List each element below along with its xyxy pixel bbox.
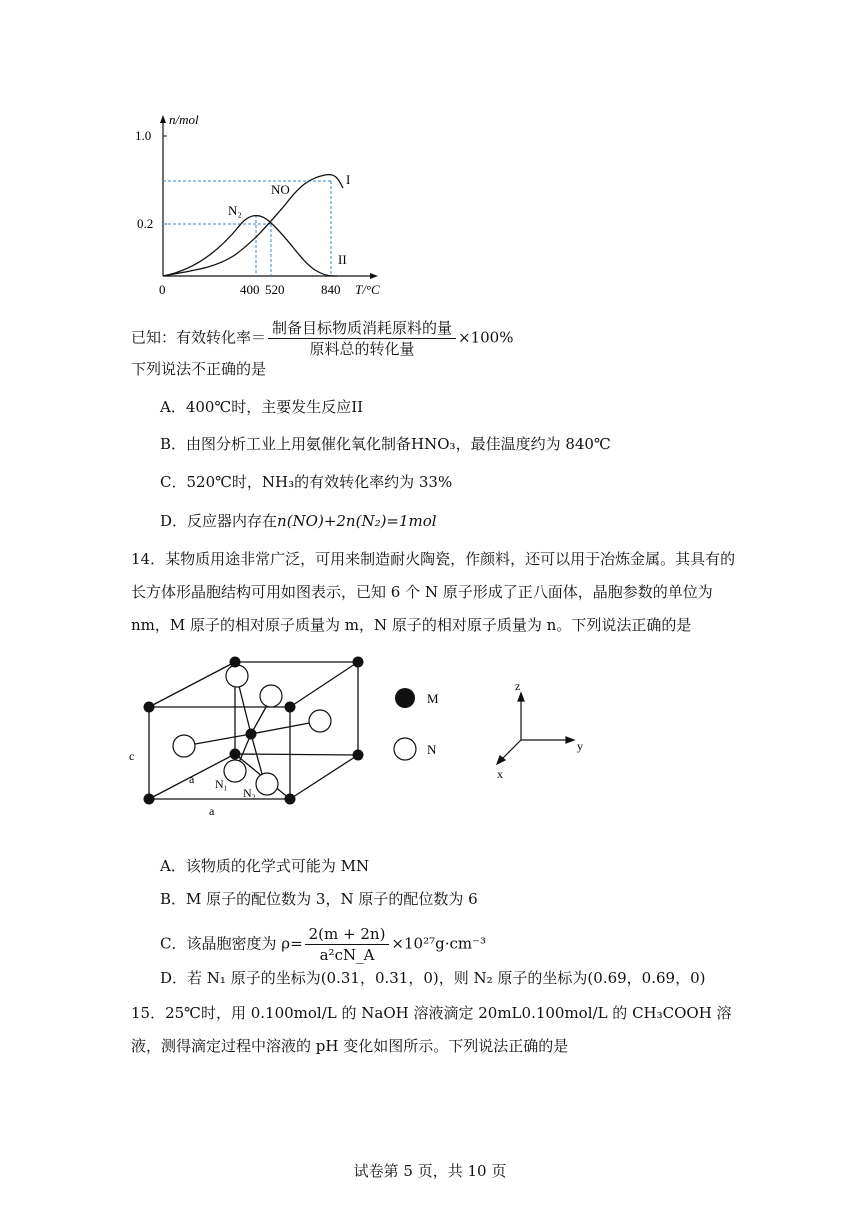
n-atom xyxy=(260,685,282,707)
m-atom xyxy=(144,702,155,713)
q13-option-d: D．反应器内存在n(NO)+2n(N₂)=1mol xyxy=(160,512,437,530)
n2-atom xyxy=(256,773,278,795)
curve-i-label: I xyxy=(346,172,351,187)
m-atom xyxy=(285,702,296,713)
label-n2: N₂ xyxy=(243,786,256,800)
m-atom xyxy=(230,749,241,760)
x-tick-840: 840 xyxy=(321,282,341,297)
curve-ii-label: II xyxy=(338,252,347,267)
axis-x-label: x xyxy=(497,767,503,781)
no-curve xyxy=(163,175,343,276)
temperature-product-graph xyxy=(125,110,395,300)
legend-m-atom xyxy=(395,688,415,708)
n2-curve xyxy=(163,216,337,276)
y-tick-1: 1.0 xyxy=(135,128,152,143)
m-atom xyxy=(230,657,241,668)
label-n1: N₁ xyxy=(215,777,228,791)
y-tick-02: 0.2 xyxy=(137,216,154,231)
no-label: NO xyxy=(271,182,290,197)
efficiency-fraction: $\frac{\text{制备目标物质消耗原料的量}}{\text{原料总的转化量}}$ xyxy=(268,318,456,359)
y-axis-label: n/mol xyxy=(169,112,199,127)
axis-z-label: z xyxy=(515,679,521,693)
q15-stem: 15．25℃时，用 0.100mol/L 的 NaOH 溶液滴定 20mL0.100mol/L 的 CH₃COOH 溶液，测得滴定过程中溶液的 pH 变化如图所示。下列说法正确的是 xyxy=(131,1004,732,1055)
label-a-width: a xyxy=(209,804,215,818)
q13-option-c: C．520℃时，NH₃的有效转化率约为 33% xyxy=(160,473,453,491)
legend-n-atom xyxy=(394,738,416,760)
axis-y-label: y xyxy=(577,739,583,753)
q13-option-b: B．由图分析工业上用氨催化氧化制备HNO₃，最佳温度约为 840℃ xyxy=(160,435,611,453)
m-atom xyxy=(353,750,364,761)
x-axis-label: T/°C xyxy=(355,282,380,297)
legend-m-label: M xyxy=(427,691,439,706)
x-tick-0: 0 xyxy=(159,282,166,297)
q14-option-c: C．该晶胞密度为 ρ= $\frac{2(m + 2n)}{\text{a²cN\_A}}$ ×10²⁷g·cm⁻³ xyxy=(160,925,487,964)
m-atom xyxy=(144,794,155,805)
known-formula: 已知：有效转化率＝ $\frac{\text{制备目标物质消耗原料的量}}{\text{原料总的转化量}}$ ×100% xyxy=(131,319,514,358)
x-tick-400: 400 xyxy=(240,282,260,297)
n-atom xyxy=(226,665,248,687)
label-a-depth: a xyxy=(189,772,195,786)
q14-option-b: B．M 原子的配位数为 3，N 原子的配位数为 6 xyxy=(160,890,478,908)
m-atom xyxy=(285,794,296,805)
label-c: c xyxy=(129,749,135,763)
crystal-cell-diagram xyxy=(125,652,605,822)
q13-stem: 下列说法不正确的是 xyxy=(131,360,267,378)
n-atom xyxy=(173,735,195,757)
legend-n-label: N xyxy=(427,742,437,757)
q13-option-a: A．400℃时，主要发生反应II xyxy=(160,398,364,416)
q14-option-a: A．该物质的化学式可能为 MN xyxy=(160,857,370,875)
density-fraction: $\frac{2(m + 2n)}{\text{a²cN\_A}}$ xyxy=(305,924,390,965)
m-atom xyxy=(246,729,257,740)
x-tick-520: 520 xyxy=(265,282,285,297)
q14-option-d: D．若 N₁ 原子的坐标为(0.31，0.31，0)，则 N₂ 原子的坐标为(0.69，0.69，0) xyxy=(160,969,706,987)
q14-stem: 14．某物质用途非常广泛，可用来制造耐火陶瓷，作颜料，还可以用于冶炼金属。其具有的长方体形晶胞结构可用如图表示，已知 6 个 N 原子形成了正八面体，晶胞参数的单位为 nm，M 原子的相对原子质量为 m，N 原子的相对原子质量为 n。下列说法正确的是 xyxy=(131,550,736,634)
m-atom xyxy=(353,657,364,668)
n-atom xyxy=(309,710,331,732)
n2-label: N₂ xyxy=(228,203,242,218)
page-footer: 试卷第 5 页，共 10 页 xyxy=(353,1162,507,1180)
